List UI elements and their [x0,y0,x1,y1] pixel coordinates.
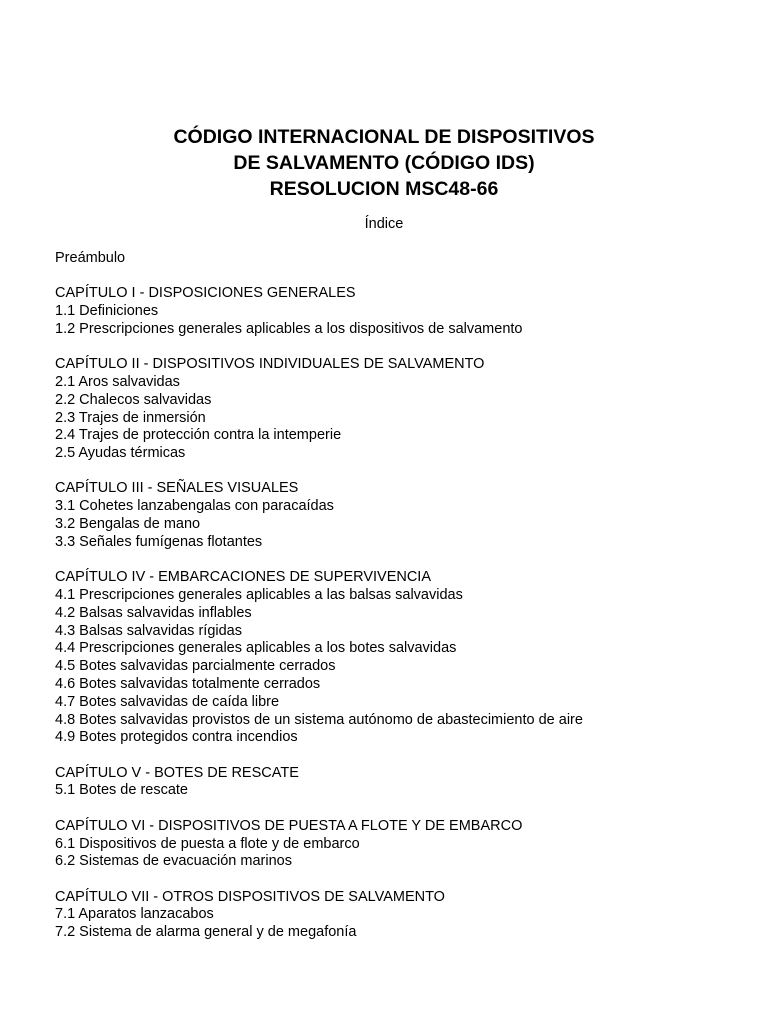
chapter-1 [55,285,755,338]
chapter-3 [55,480,755,551]
toc-entry: 4.9 Botes protegidos contra incendios [55,729,298,746]
toc-entry: 6.1 Dispositivos de puesta a flote y de embarco [55,835,360,852]
toc-entry: 2.3 Trajes de inmersión [55,409,206,426]
index-heading: Índice [364,216,404,232]
toc-entry: 4.8 Botes salvavidas provistos de un sistema autónomo de abastecimiento de aire [55,711,583,728]
chapter-title: CAPÍTULO III - SEÑALES VISUALES [55,480,299,497]
document-title [0,124,768,202]
toc-entry: 2.5 Ayudas térmicas [55,445,186,462]
chapter-title: CAPÍTULO V - BOTES DE RESCATE [55,764,299,781]
toc-entry: 4.7 Botes salvavidas de caída libre [55,693,280,710]
toc-entry: 4.1 Prescripciones generales aplicables a las balsas salvavidas [55,586,463,603]
toc-entry: 2.2 Chalecos salvavidas [55,391,212,408]
chapter-4 [55,569,755,747]
title-line-1: CÓDIGO INTERNACIONAL DE DISPOSITIVOS [173,126,595,148]
toc-entry: 2.4 Trajes de protección contra la intemperie [55,427,342,444]
toc-entry: 3.1 Cohetes lanzabengalas con paracaídas [55,498,334,515]
toc-entry: 3.3 Señales fumígenas flotantes [55,533,263,550]
toc-entry: 3.2 Bengalas de mano [55,516,201,533]
chapter-title: CAPÍTULO II - DISPOSITIVOS INDIVIDUALES DE SALVAMENTO [55,356,485,373]
chapter-5 [55,765,755,801]
chapter-title: CAPÍTULO I - DISPOSICIONES GENERALES [55,285,356,302]
chapter-7 [55,889,755,942]
chapter-title: CAPÍTULO VI - DISPOSITIVOS DE PUESTA A FLOTE Y DE EMBARCO [55,817,523,834]
toc-entry: 7.2 Sistema de alarma general y de megafonía [55,924,357,941]
toc-entry: 4.5 Botes salvavidas parcialmente cerrados [55,658,336,675]
toc-entry: 4.3 Balsas salvavidas rígidas [55,622,242,639]
toc-entry: 1.2 Prescripciones generales aplicables a los dispositivos de salvamento [55,320,523,337]
toc-entry: 4.2 Balsas salvavidas inflables [55,604,252,621]
preamble-entry: Preámbulo [55,250,126,266]
chapter-title: CAPÍTULO VII - OTROS DISPOSITIVOS DE SALVAMENTO [55,888,445,905]
toc-entry: 1.1 Definiciones [55,303,159,320]
chapter-6 [55,818,755,871]
toc-entry: 2.1 Aros salvavidas [55,373,180,390]
toc-entry: 5.1 Botes de rescate [55,782,188,799]
title-line-2: DE SALVAMENTO (CÓDIGO IDS) [233,152,535,174]
toc-entry: 6.2 Sistemas de evacuación marinos [55,853,292,870]
toc-entry: 4.6 Botes salvavidas totalmente cerrados [55,675,321,692]
toc-entry: 4.4 Prescripciones generales aplicables a los botes salvavidas [55,640,457,657]
title-line-3: RESOLUCION MSC48-66 [269,178,499,200]
table-of-contents [55,250,755,960]
chapter-2 [55,356,755,463]
toc-entry: 7.1 Aparatos lanzacabos [55,906,214,923]
chapter-title: CAPÍTULO IV - EMBARCACIONES DE SUPERVIVENCIA [55,569,432,586]
